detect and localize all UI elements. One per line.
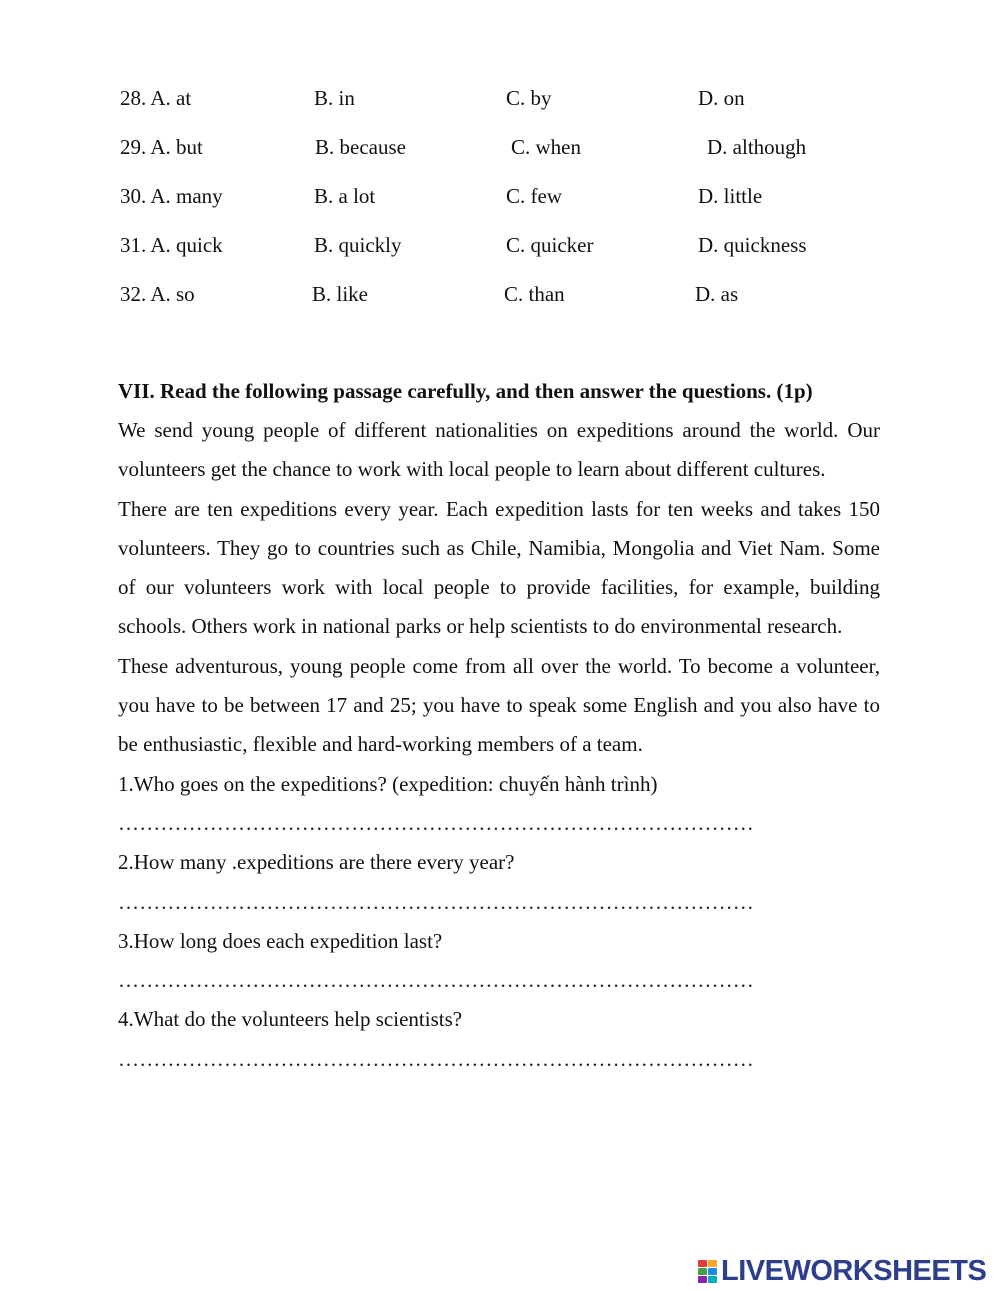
question-3: 3.How long does each expedition last? (118, 928, 443, 953)
question-2: 2.How many .expeditions are there every year? (118, 850, 515, 875)
option-d[interactable]: D. little (698, 184, 763, 208)
option-c[interactable]: C. by (506, 86, 552, 110)
option-row-28 (118, 78, 880, 127)
option-row-32 (118, 274, 880, 323)
option-d[interactable]: D. on (698, 86, 745, 110)
option-a[interactable]: 30. A. many (120, 184, 223, 208)
option-c[interactable]: C. quicker (506, 233, 594, 257)
question-1: 1.Who goes on the expeditions? (expedition: chuyến hành trình) (118, 771, 658, 796)
option-a[interactable]: 32. A. so (120, 282, 195, 306)
option-c[interactable]: C. than (504, 282, 565, 306)
passage-paragraph: We send young people of different nationalities on expeditions around the world. Our volunteers get the chance to work with local people to learn about different cultures. (118, 418, 880, 482)
option-a[interactable]: 31. A. quick (120, 233, 223, 257)
liveworksheets-logo-icon (698, 1260, 717, 1283)
logo-block (698, 1260, 707, 1267)
option-row-29 (118, 127, 880, 176)
brand-name: LIVEWORKSHEETS (721, 1254, 987, 1287)
passage-paragraph: There are ten expeditions every year. Each expedition lasts for ten weeks and takes 150 volunteers. They go to countries such as Chile, Namibia, Mongolia and Viet Nam. Some of our volunteers work with local people to provide facilities, for example, building schools. Others work in national parks or help scientists to do environmental research. (118, 496, 880, 639)
answer-field-1[interactable]: ……………………………………………………………………………… (118, 810, 754, 835)
option-a[interactable]: 28. A. at (120, 86, 192, 110)
option-b[interactable]: B. because (315, 135, 406, 159)
option-row-31 (118, 225, 880, 274)
option-d[interactable]: D. as (695, 282, 739, 306)
option-b[interactable]: B. a lot (314, 184, 376, 208)
option-row-30 (118, 176, 880, 225)
multiple-choice-options (118, 78, 880, 323)
option-b[interactable]: B. like (312, 282, 368, 306)
logo-block (708, 1260, 717, 1267)
question-4: 4.What do the volunteers help scientists? (118, 1007, 463, 1032)
worksheet-page (118, 78, 880, 1079)
option-d[interactable]: D. although (707, 135, 807, 159)
logo-block (708, 1276, 717, 1283)
option-c[interactable]: C. when (511, 135, 581, 159)
option-d[interactable]: D. quickness (698, 233, 807, 257)
logo-block (698, 1268, 707, 1275)
answer-field-3[interactable]: ……………………………………………………………………………… (118, 968, 754, 993)
logo-block (698, 1276, 707, 1283)
option-b[interactable]: B. quickly (314, 233, 402, 257)
liveworksheets-logo (698, 1254, 986, 1288)
answer-field-4[interactable]: ……………………………………………………………………………… (118, 1046, 754, 1071)
logo-block (708, 1268, 717, 1275)
answer-field-2[interactable]: ……………………………………………………………………………… (118, 889, 754, 914)
option-c[interactable]: C. few (506, 184, 562, 208)
section-title: VII. Read the following passage carefully, and then answer the questions. (1p) (118, 379, 813, 403)
option-b[interactable]: B. in (314, 86, 355, 110)
passage-paragraph: These adventurous, young people come from all over the world. To become a volunteer, you have to be between 17 and 25; you have to speak some English and you also have to be enthusiastic, flexible and hard-working members of a team. (118, 653, 880, 757)
option-a[interactable]: 29. A. but (120, 135, 203, 159)
